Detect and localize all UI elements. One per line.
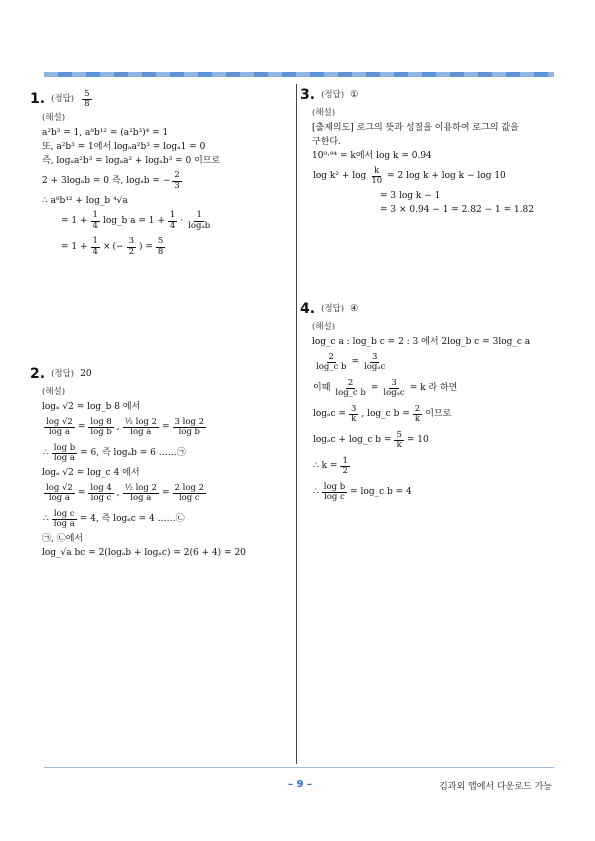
solution-line: = 3 log k − 1 — [380, 191, 441, 202]
solution-line: logₐc = $\frac{3}{k}$ , log_c b = $\frac{2}{k}$ 이므로 — [313, 403, 452, 424]
answer-label: (정답) — [51, 368, 75, 379]
problem-number: 2. — [30, 366, 46, 382]
solution-label: (해설) — [312, 321, 336, 332]
problem-number: 1. — [30, 91, 46, 108]
solution-line: 또, a²b³ = 1에서 logₐa²b³ = logₐ1 = 0 — [42, 142, 206, 153]
solution-label: (해설) — [42, 386, 66, 397]
problem-2-header — [30, 365, 246, 384]
problem-2 — [30, 365, 246, 560]
solution-line: 이때 $\frac{2}{\text{log\_c b}}$ = $\frac{3}{\text{logₐc}}$ = k 라 하면 — [313, 377, 458, 398]
solution-line: ∴ k = $\frac{1}{2}$ — [313, 455, 348, 476]
column-divider — [296, 84, 297, 764]
answer-value: ① — [350, 90, 359, 101]
answer-fraction: $\frac{5}{8}$ — [84, 89, 90, 110]
problem-1 — [30, 90, 220, 260]
solution-label: (해설) — [312, 107, 336, 118]
problem-1-header — [30, 90, 220, 110]
problem-4 — [300, 300, 530, 505]
solution-line: $\frac{\log √2}{\text{log a}}$ = $\frac{\log 4}{\text{log c}}$ , $\frac{\text{½ log 2}}{\text{log a}}$ = $\frac{2 \log 2}{\text{log c}}$ — [46, 482, 204, 503]
problem-number: 3. — [300, 87, 316, 103]
solution-line: ∴ $\frac{\text{log c}}{\text{log a}}$ = 4, 즉 logₐc = 4 ……㉡ — [43, 508, 185, 529]
solution-line: logₐc + log_c b = $\frac{5}{k}$ = 10 — [313, 429, 429, 450]
solution-line: log_c a : log_b c = 2 : 3 에서 2log_b c = 3log_c a — [312, 337, 531, 348]
answer-label: (정답) — [51, 94, 75, 105]
solution-line: $\frac{2}{\text{log\_c b}}$ = $\frac{3}{\text{logₐc}}$ — [316, 351, 386, 372]
problem-4-header — [300, 300, 530, 319]
problem-number: 4. — [300, 301, 316, 317]
solution-label: (해설) — [42, 112, 66, 123]
answer-value: ④ — [350, 304, 359, 315]
problem-3-header — [300, 86, 534, 105]
solution-line: = 1 + $\frac{1}{4}$ × (− $\frac{3}{2}$ ) = $\frac{5}{8}$ — [61, 236, 164, 257]
solution-line: = 1 + $\frac{1}{4}$ log_b a = 1 + $\frac{1}{4}$ · $\frac{1}{\text{logₐb}}$ — [61, 210, 211, 231]
solution-line: logₐ √2 = log_c 4 에서 — [42, 468, 140, 479]
solution-line: [출제의도] 로그의 뜻과 성질을 이용하여 로그의 값을 — [312, 123, 519, 134]
solution-line: 2 + 3logₐb = 0 즉, logₐb = − $\frac{2}{3}$ — [42, 170, 180, 191]
solution-line: 구한다. — [312, 137, 341, 148]
solution-line: 10⁰·⁹⁴ = k에서 log k = 0.94 — [312, 151, 432, 162]
solution-line: ∴ $\frac{\text{log b}}{\text{log a}}$ = 6, 즉 logₐb = 6 ……㉠ — [43, 442, 186, 463]
solution-line: log k² + log $\frac{k}{10}$ = 2 log k + log k − log 10 — [313, 165, 506, 186]
solution-line: ㉠, ㉡에서 — [42, 534, 84, 545]
top-decorative-bar — [44, 72, 554, 77]
answer-label: (정답) — [321, 89, 345, 100]
solution-line: 즉, logₐa²b³ = logₐa² + logₐb³ = 0 이므로 — [42, 156, 221, 167]
solution-line: logₐ √2 = log_b 8 에서 — [42, 402, 141, 413]
problem-3 — [300, 86, 534, 217]
footer-divider — [44, 767, 554, 768]
solution-line: $\frac{\log √2}{\text{log a}}$ = $\frac{\log 8}{\text{log b}}$ , $\frac{\text{½ log 2}}{\text{log a}}$ = $\frac{3 \log 2}{\text{log b}}$ — [46, 416, 205, 437]
solution-line: log_√a bc = 2(logₐb + logₐc) = 2(6 + 4) = 20 — [42, 548, 246, 559]
answer-value: 20 — [80, 369, 92, 380]
answer-label: (정답) — [321, 303, 345, 314]
page-number: – 9 – — [288, 779, 312, 790]
solution-line: ∴ a⁸b¹² + log_b ⁴√a — [42, 196, 128, 207]
footer-source-text: 김과외 앱에서 다운로드 가능 — [439, 782, 552, 792]
solution-line: a²b³ = 1, a⁸b¹² = (a²b³)⁴ = 1 — [42, 128, 169, 139]
solution-line: ∴ $\frac{\text{log b}}{\text{log c}}$ = log_c b = 4 — [313, 481, 412, 502]
solution-line: = 3 × 0.94 − 1 = 2.82 − 1 = 1.82 — [380, 205, 535, 216]
